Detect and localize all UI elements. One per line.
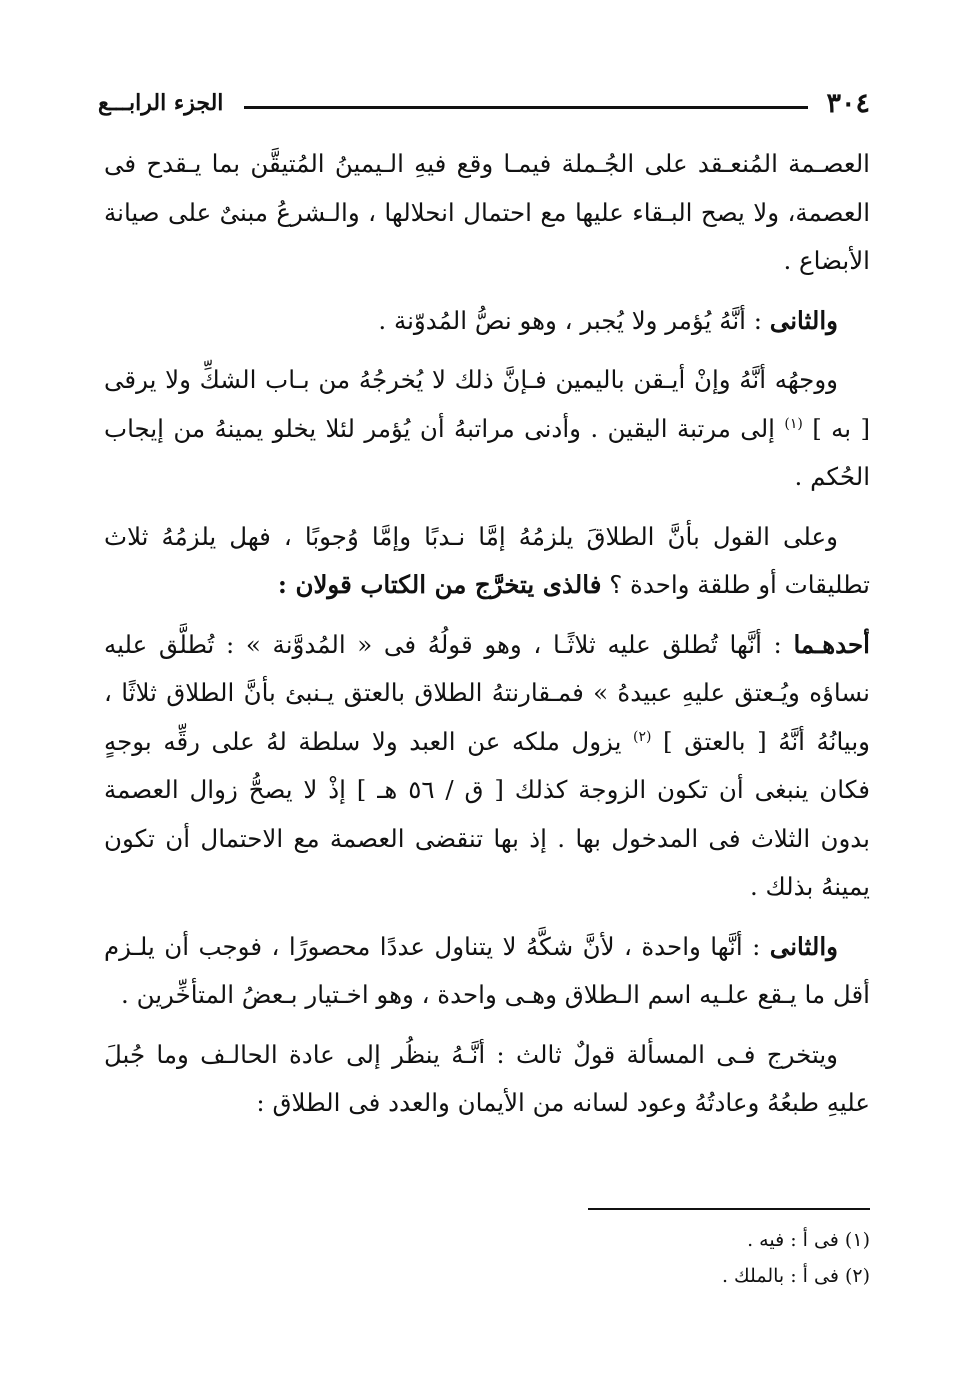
paragraph-7 (104, 1031, 870, 1128)
footnote-ref-1: (١) (784, 415, 803, 432)
footnote-ref-2: (٢) (632, 728, 652, 745)
page-header (98, 88, 870, 128)
paragraph-text: : أنَّها تُطلق عليه ثلاثًـا ، وهو قولُهُ فى « المُدوَّنة » : تُطلَّق عليه نساؤه ويُـعتق عليهِ عبيدهُ » فمـقارنتهُ الطلاق بالعتق يـنبئ بأنَّ الطلاق ثلاثًا ، وبيانُهُ أنَّهُ [ بالعتق ] (104, 629, 870, 756)
paragraph-3 (104, 356, 870, 502)
paragraph-text: ويتخرج فـى المسألة قولٌ ثالث : أنَّـهُ ينظُر إلى عادة الحالـف وما جُبلَ عليهِ طبعُهُ وعادتُهُ وعود لسانه من الأيمان والعدد فى الطلاق : (104, 1039, 870, 1117)
paragraph-text: العصـمة المُنعـقد على الجُـملة فيمـا وقع فيهِ الـيمينُ المُتيقَّن بما يـقدح فى العصمة، ولا يصح البـقاء عليها مع احتمال انحلالها ، والـشرعُ مبنىٌ على صيانة الأبضاع . (104, 149, 870, 275)
paragraph-text: : أنَّهُ يُؤمر ولا يُجبر ، وهو نصُّ المُدوّنة . (378, 305, 770, 335)
paragraph-6 (104, 923, 870, 1020)
part-title: الجزء الرابـــع (98, 90, 224, 116)
paragraph-text: يزول ملكه عن العبد ولا سلطة لهُ على رقِّه بوجهٍ فكان ينبغى أن تكون الزوجة كذلك [ ق / ٥٦ هـ ] إذْ لا يصحُّ زوال العصمة بدون الثلاث فى المدخول بها . إذ بها تنقضى العصمة مع الاحتمال أن تكون يمينهُ بذلك . (104, 726, 870, 901)
paragraph-lead: والثانى (769, 931, 838, 961)
paragraph-text: إلى مرتبة اليقين . وأدنى مراتبهُ أن يُؤمر لئلا يخلو يمينهُ من إيجاب الحُكم . (104, 413, 870, 491)
paragraph-text: : أنَّها واحدة ، لأنَّ شكَّهُ لا يتناول عددًا محصورًا ، فوجب أن يلـزم أقل ما يـقع علـيه اسم الـطلاق وهـى واحدة ، وهو اخـتيار بـعضُ المتأخِّرين . (104, 931, 870, 1009)
paragraph-lead: والثانى (769, 305, 838, 335)
paragraph-1 (104, 140, 870, 286)
paragraph-text: وعلى القول بأنَّ الطلاقَ يلزمُهُ إمَّا نـدبًا وإمَّا وُجوبًا ، فهل يلزمُهُ ثلاث تطليقات أو طلقة واحدة ؟ (104, 521, 870, 599)
paragraph-lead: أحدهـما (793, 629, 870, 659)
footnotes (470, 1222, 870, 1294)
header-rule (244, 106, 808, 109)
footnote-rule (588, 1208, 870, 1210)
paragraph-5 (104, 621, 870, 912)
page-number: ٣٠٤ (826, 88, 870, 119)
paragraph-text: ووجهُه أنَّهُ وإنْ أيـقن باليمين فـإنَّ ذلك لا يُخرجُهُ من بـاب الشكِّ ولا يرقى [ به ] (104, 365, 870, 443)
main-text (104, 140, 870, 1139)
paragraph-2 (104, 297, 870, 346)
footnote-2: (٢) فى أ : بالملك . (721, 1265, 870, 1287)
footnote-1: (١) فى أ : فيه . (747, 1229, 870, 1251)
paragraph-4 (104, 513, 870, 610)
paragraph-emphasis: فالذى يتخرَّج من الكتاب قولان : (277, 570, 602, 599)
